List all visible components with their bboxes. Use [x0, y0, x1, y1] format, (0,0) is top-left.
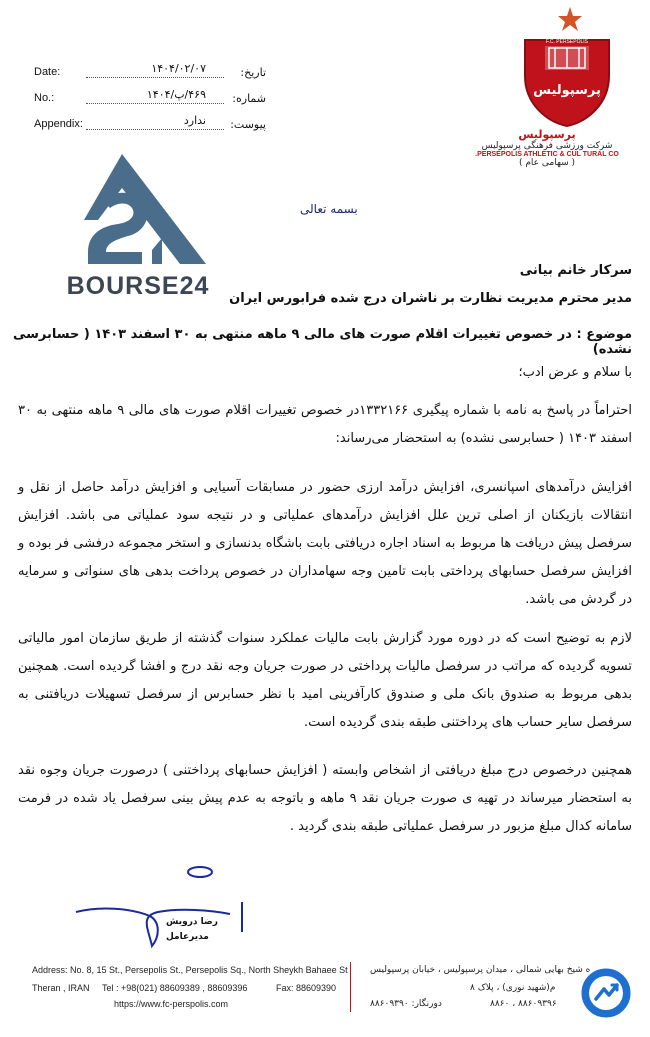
bourse24-text: BOURSE24 [66, 272, 210, 300]
number-row [34, 88, 266, 110]
logo-fa-text: پرسپولیس [533, 83, 601, 98]
basmala: بسمه تعالی [300, 202, 358, 216]
club-company-fa: شرکت ورزشی فرهنگی پرسپولیس [481, 141, 613, 151]
club-name-fa: پرسپولیس [518, 128, 576, 141]
number-line [86, 103, 224, 104]
paragraph-2: افزایش درآمدهای اسپانسری، افزایش درآمد ارزی حضور در مسابقات آسیایی و افزایش درآمد حاصل از نقل و انتقالات بازیکنان از اصلی ترین علل افزایش درآمدهای عملیاتی و در نتیجه سود عملیاتی می باشد. افزایش سرفصل پیش دریافت ها مربوط به اسناد اجاره دریافتی بابت باشگاه بدنسازی و استخر مجموعه درفشی فر بوده و افزایش سرفصل حسابهای پرداختی بابت تامین وجه سهامداران در خصوص پرداخت بدهی های سنواتی و سرمایه در گردش می باشد. [18, 480, 632, 607]
paragraph-1: احتراماً در پاسخ به نامه با شماره پیگیری ۱۳۳۲۱۶۶در خصوص تغییرات اقلام صورت های مالی ۹ ماهه منتهی به ۳۰ اسفند ۱۴۰۳ ( حسابرسی نشده) به استحضار می‌رساند: [18, 403, 632, 446]
footer-address-fa-2: م(شهید نوری) ، پلاک ۸ [470, 983, 556, 993]
paragraph-3: لازم به توضیح است که در دوره مورد گزارش بابت مالیات عملکرد سنوات گذشته از طریق سازمان امور مالیاتی تسویه گردیده که مراتب در سرفصل مالیات پرداختی در صورت جریان وجه نقد درج و افشا گردیده است. همچنین بدهی مربوط به صندوق بانک ملی و صندوق کارآفرینی امید با نظر حسابرس از سرفصل تسهیلات دریافتنی به سرفصل سایر حساب های پرداختنی طبقه بندی گردیده است. [18, 631, 632, 730]
star-icon [557, 6, 583, 32]
footer-city-en: Theran , IRAN [32, 983, 90, 993]
footer-separator [350, 962, 351, 1012]
club-name-block [462, 128, 632, 168]
club-type-fa: ( سهامی عام ) [518, 158, 576, 168]
date-row [34, 62, 266, 84]
footer-tel-en: Tel : +98(021) 88609389 , 88609396 [102, 983, 248, 993]
bourse24-logo [58, 152, 218, 302]
bourse-badge-icon[interactable] [578, 965, 634, 1021]
date-value: ۱۴۰۴/۰۲/۰۷ [151, 62, 206, 75]
signer-title: مدیرعامل [166, 932, 209, 942]
paragraph-4: همچنین درخصوص درج مبلغ دریافتی از اشخاص وابسته ( افزایش حسابهای پرداختنی ) درصورت جریان وجوه نقد به استحضار میرساند در تهیه ی صورت جریان نقد ۹ ماهه و باتوجه به عدم پیش بینی سرفصل یاد شده در فرمت سامانه کدال مبلغ مزبور در سرفصل عملیاتی طبقه بندی گردید . [18, 763, 632, 834]
appendix-label-en: Appendix: [34, 118, 83, 130]
footer-address-en: Address: No. 8, 15 St., Persepolis St., Persepolis Sq., North Sheykh Bahaee St [32, 965, 348, 975]
recipient-title: مدیر محترم مدیریت نظارت بر ناشران درج شده فرابورس ایران [229, 291, 632, 306]
appendix-label-fa: پیوست: [230, 118, 266, 131]
club-company-en: PERSEPOLIS ATHLETIC & CUL TURAL CO. [475, 151, 619, 158]
date-label-en: Date: [34, 66, 61, 78]
persepolis-logo [515, 32, 619, 128]
letter-subject: موضوع : در خصوص تغییرات اقلام صورت های مالی ۹ ماهه منتهی به ۳۰ اسفند ۱۴۰۳ ( حسابرسی نشده) [12, 327, 632, 357]
logo-en-text: F.C. PERSEPOLIS [546, 39, 588, 45]
footer-address-fa-1: ه شیخ بهایی شمالی ، میدان پرسپولیس ، خیابان پرسپولیس [370, 965, 591, 975]
appendix-value: ندارد [183, 114, 206, 127]
footer-fax-en: Fax: 88609390 [276, 983, 337, 993]
date-line [86, 77, 224, 78]
footer-phone-fa: ۸۸۶۰۹۳۹۶ ، ۸۸۶۰ [490, 999, 557, 1009]
date-label-fa: تاریخ: [240, 66, 266, 79]
footer-website[interactable]: https://www.fc-perspolis.com [114, 999, 229, 1009]
signer-name: رضا درویش [166, 917, 218, 927]
number-value: ۴۶۹/پ/۱۴۰۴ [146, 88, 206, 101]
appendix-row [34, 114, 266, 136]
appendix-line [86, 129, 224, 130]
recipient-name: سرکار خانم بیانی [519, 263, 632, 278]
footer-fax-fa: دورنگار: ۸۸۶۰۹۳۹۰ [370, 999, 442, 1009]
number-label-fa: شماره: [232, 92, 266, 105]
number-label-en: No.: [34, 92, 55, 104]
greeting: با سلام و عرض ادب؛ [518, 365, 632, 380]
